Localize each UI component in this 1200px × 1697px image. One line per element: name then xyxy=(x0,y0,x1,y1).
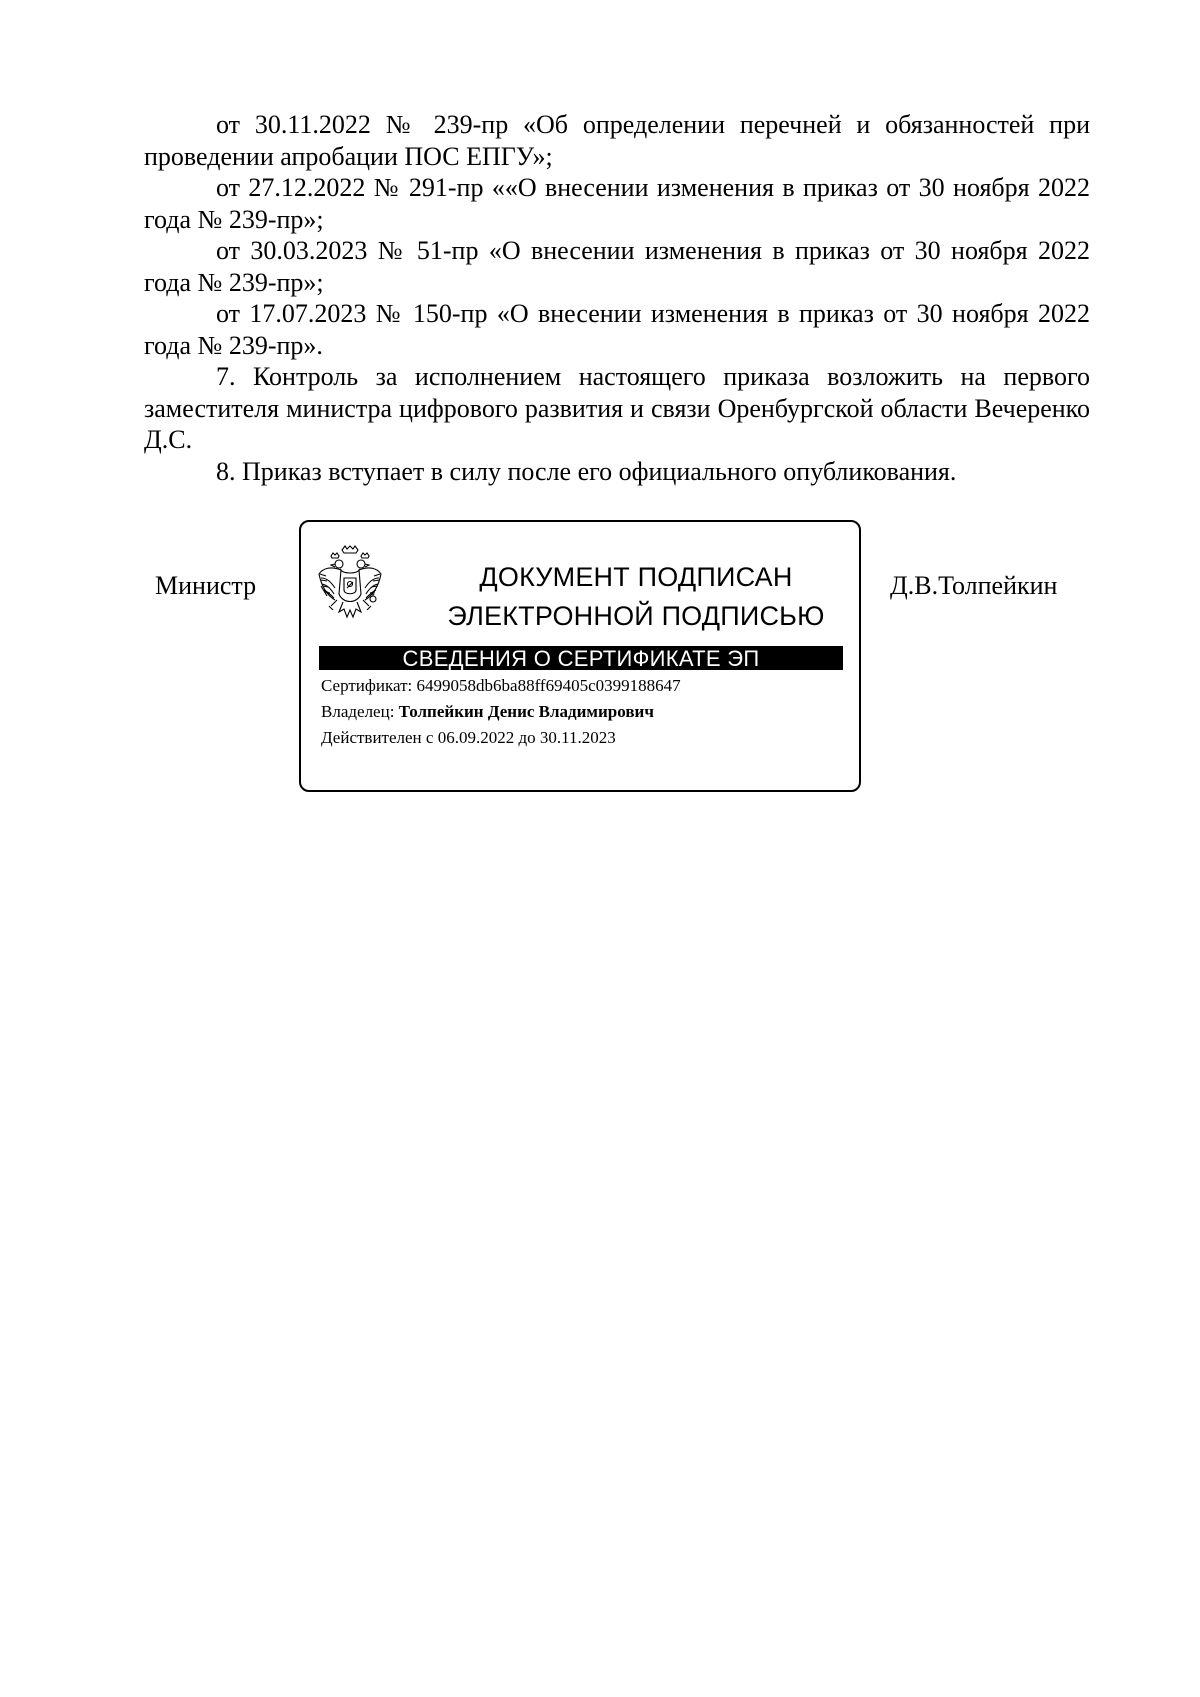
stamp-heading-line-2: ЭЛЕКТРОННОЙ ПОДПИСЬЮ xyxy=(447,601,825,631)
owner-value: Толпейкин Денис Владимирович xyxy=(398,702,654,721)
paragraph-order-150: от 17.07.2023 № 150-пр «О внесении изменения в приказ от 30 ноября 2022 года № 239-пр». xyxy=(144,299,1090,360)
electronic-signature-stamp xyxy=(299,520,861,792)
certificate-value: 6499058db6ba88ff69405c0399188647 xyxy=(416,676,681,695)
stamp-heading-line-1: ДОКУМЕНТ ПОДПИСАН xyxy=(479,562,793,592)
paragraph-order-291: от 27.12.2022 № 291-пр ««О внесении изменения в приказ от 30 ноября 2022 года № 239-пр»; xyxy=(144,173,1090,234)
russian-coat-of-arms-icon xyxy=(317,544,383,626)
signature-block xyxy=(0,0,1200,820)
signatory-name: Д.В.Толпейкин xyxy=(890,571,1058,600)
certificate-line xyxy=(321,676,681,696)
stamp-heading xyxy=(431,558,841,636)
owner-label: Владелец: xyxy=(321,702,395,721)
certificate-info-bar: СВЕДЕНИЯ О СЕРТИФИКАТЕ ЭП xyxy=(319,646,843,670)
certificate-label: Сертификат: xyxy=(321,676,413,695)
owner-line xyxy=(321,702,654,722)
paragraph-item-7: 7. Контроль за исполнением настоящего приказа возложить на первого заместителя министра цифрового развития и связи Оренбургской области Вечеренко Д.С. xyxy=(144,362,1090,454)
signatory-position: Министр xyxy=(155,571,257,600)
paragraph-order-239: от 30.11.2022 № 239-пр «Об определении перечней и обязанностей при проведении апробации ПОС ЕПГУ»; xyxy=(144,110,1090,171)
paragraph-order-51: от 30.03.2023 № 51-пр «О внесении изменения в приказ от 30 ноября 2022 года № 239-пр»; xyxy=(144,236,1090,297)
paragraph-item-8: 8. Приказ вступает в силу после его официального опубликования. xyxy=(216,456,957,486)
validity-line: Действителен с 06.09.2022 до 30.11.2023 xyxy=(321,728,616,747)
